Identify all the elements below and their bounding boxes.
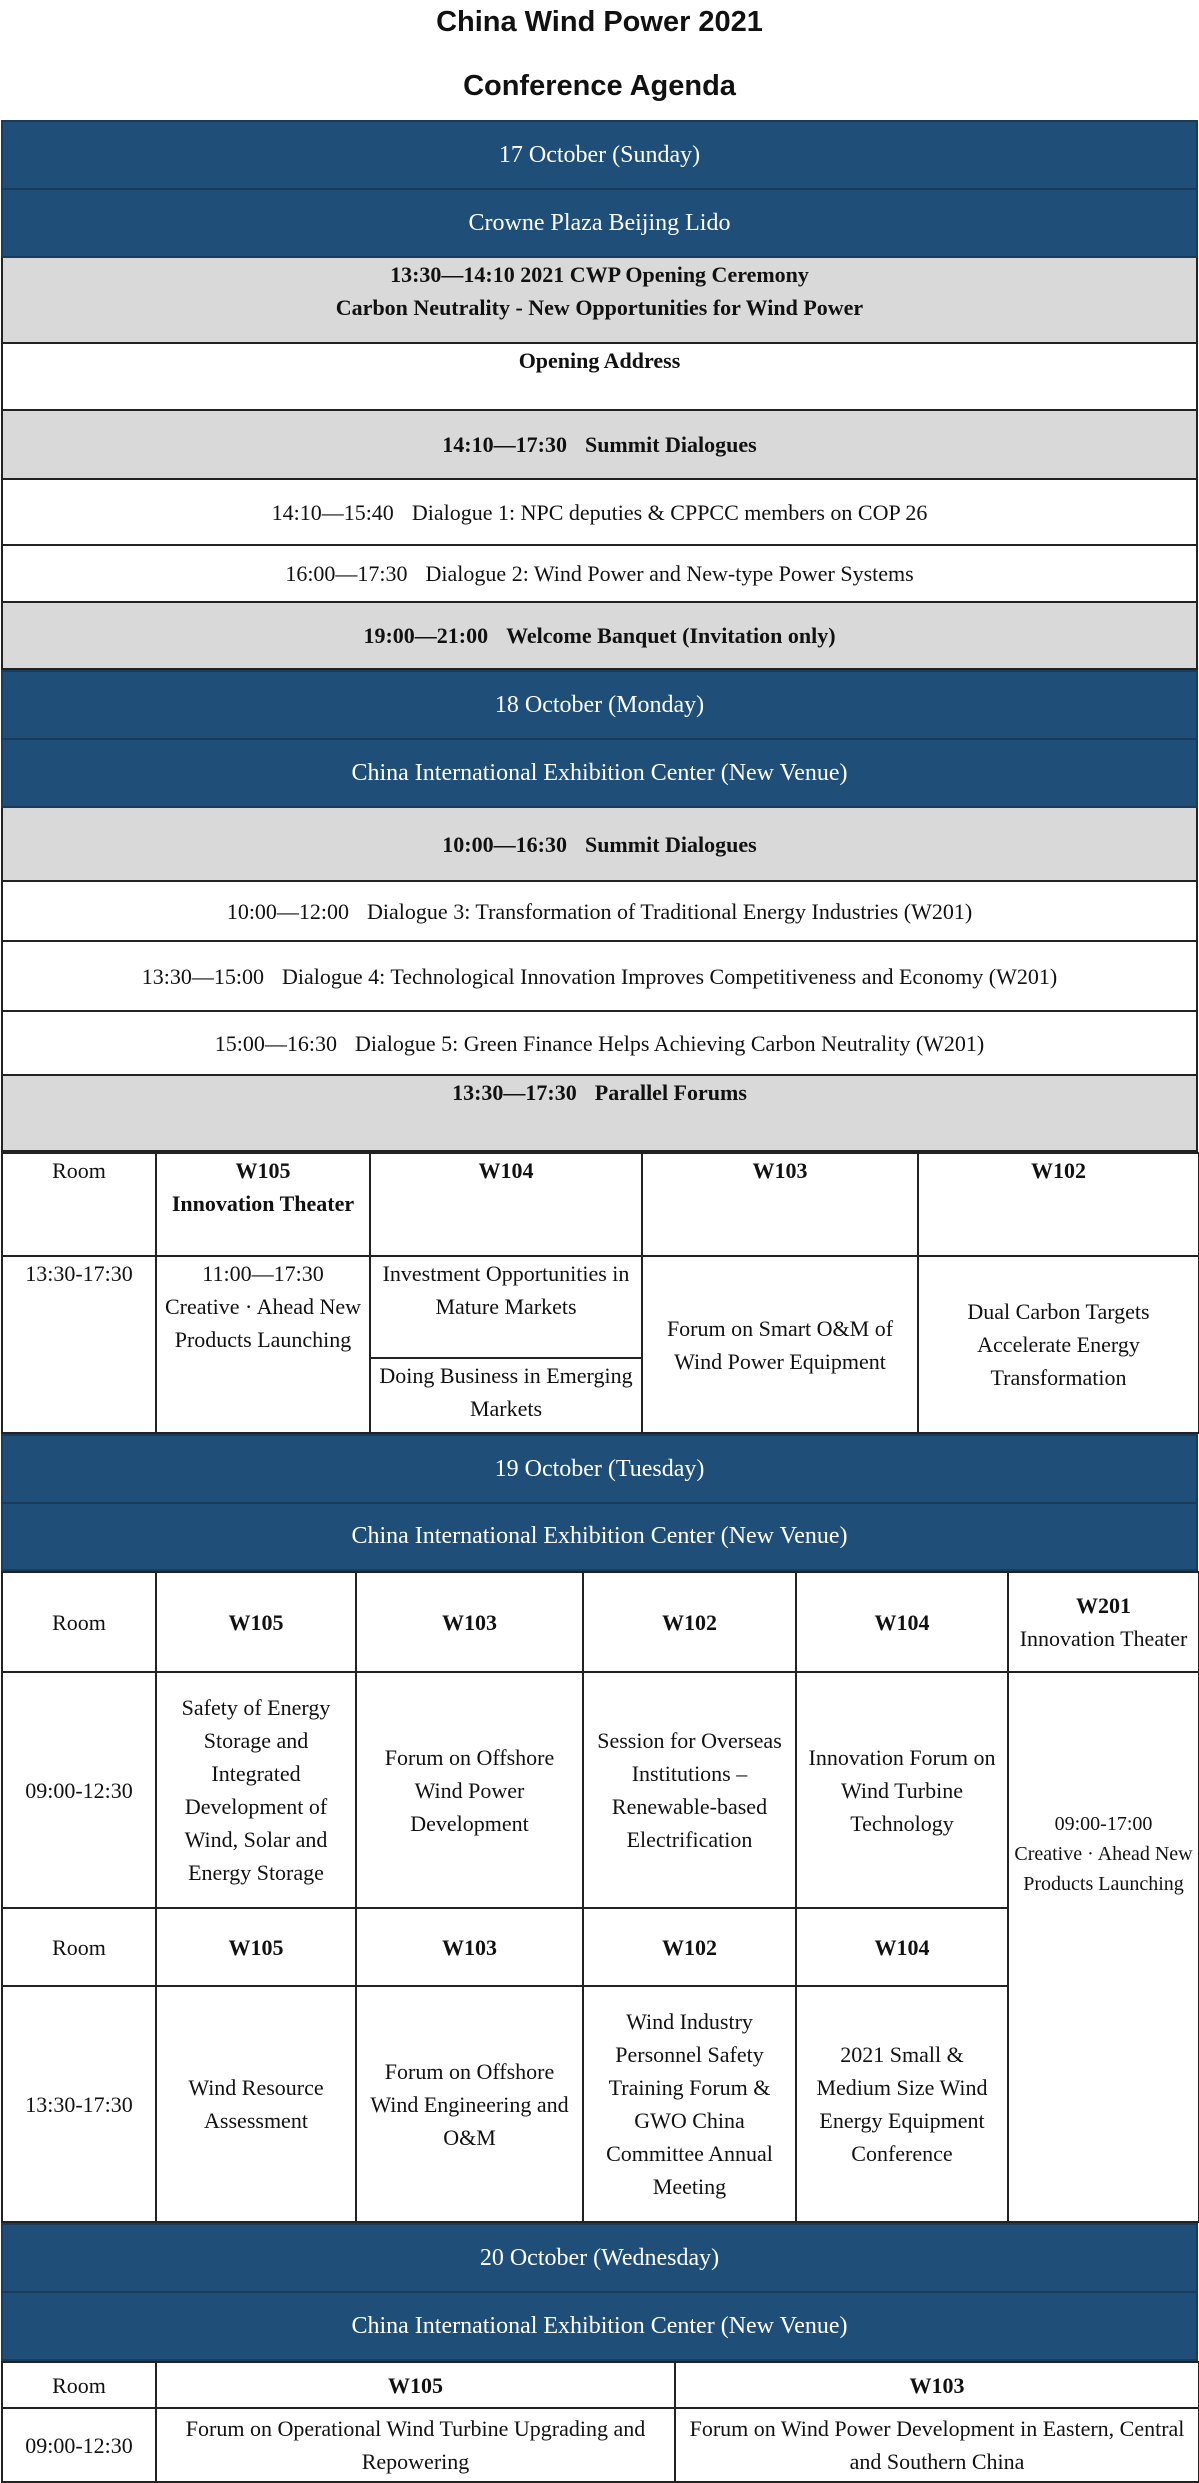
room-label: Room <box>2 1153 156 1256</box>
room-w201: W201 Innovation Theater <box>1008 1572 1199 1672</box>
day1-venue: Crowne Plaza Beijing Lido <box>2 189 1197 257</box>
afternoon-time: 13:30-17:30 <box>2 1986 156 2222</box>
dialogue-row: 14:10—15:40 Dialogue 1: NPC deputies & CPPCC members on COP 26 <box>2 479 1197 545</box>
day4-date: 20 October (Wednesday) <box>2 2224 1197 2292</box>
day1-table <box>1 120 1198 670</box>
session-w105: 11:00—17:30 Creative · Ahead New Products Launching <box>156 1256 370 1433</box>
ceremony-theme: Carbon Neutrality - New Opportunities for Wind Power <box>335 295 864 320</box>
session-w104-b: Doing Business in Emerging Markets <box>370 1358 642 1433</box>
session-w102: Dual Carbon Targets Accelerate Energy Transformation <box>918 1256 1199 1433</box>
session: Forum on Offshore Wind Power Development <box>356 1672 583 1908</box>
page-subtitle: Conference Agenda <box>463 70 736 102</box>
banquet-row: 19:00—21:00 Welcome Banquet (Invitation only) <box>2 602 1197 669</box>
room-w103: W103 <box>642 1153 918 1256</box>
room-w105: W105 <box>156 2362 675 2408</box>
session-w103: Forum on Smart O&M of Wind Power Equipment <box>642 1256 918 1433</box>
room-w105: W105 <box>156 1572 356 1672</box>
session: Wind Industry Personnel Safety Training Forum & GWO China Committee Annual Meeting <box>583 1986 796 2222</box>
day3-venue: China International Exhibition Center (New Venue) <box>2 1503 1197 1570</box>
dialogue-row: 16:00—17:30 Dialogue 2: Wind Power and New-type Power Systems <box>2 545 1197 602</box>
ceremony-title: 13:30—14:10 2021 CWP Opening Ceremony <box>390 262 809 287</box>
parallel-forums-table <box>1 1152 1199 1434</box>
room-w104: W104 <box>370 1153 642 1256</box>
day3-table <box>1 1434 1198 1571</box>
room-w102: W102 <box>583 1572 796 1672</box>
room-w105: W105 Innovation Theater <box>156 1153 370 1256</box>
day2-venue: China International Exhibition Center (New Venue) <box>2 739 1197 807</box>
day2-date: 18 October (Monday) <box>2 671 1197 739</box>
day3-sessions-table <box>1 1571 1199 2223</box>
session: Forum on Operational Wind Turbine Upgrading and Repowering <box>156 2408 675 2482</box>
day4-venue: China International Exhibition Center (New Venue) <box>2 2292 1197 2360</box>
room-label: Room <box>2 1572 156 1672</box>
session: Session for Overseas Institutions – Renewable-based Electrification <box>583 1672 796 1908</box>
room-label: Room <box>2 1908 156 1986</box>
parallel-forums-header: 13:30—17:30 Parallel Forums <box>2 1075 1197 1151</box>
session: 2021 Small & Medium Size Wind Energy Equipment Conference <box>796 1986 1008 2222</box>
session: Safety of Energy Storage and Integrated Development of Wind, Solar and Energy Storage <box>156 1672 356 1908</box>
page-title: China Wind Power 2021 <box>436 6 763 38</box>
dialogue-row: 15:00—16:30 Dialogue 5: Green Finance Helps Achieving Carbon Neutrality (W201) <box>2 1011 1197 1075</box>
room-w103: W103 <box>356 1572 583 1672</box>
day4-sessions-table <box>1 2361 1199 2483</box>
room-label: Room <box>2 2362 156 2408</box>
room-w102: W102 <box>583 1908 796 1986</box>
session: Forum on Offshore Wind Engineering and O&M <box>356 1986 583 2222</box>
day3-date: 19 October (Tuesday) <box>2 1435 1197 1503</box>
day2-table <box>1 670 1198 1152</box>
day4-table <box>1 2223 1198 2361</box>
room-w104: W104 <box>796 1572 1008 1672</box>
room-w103: W103 <box>356 1908 583 1986</box>
room-w104: W104 <box>796 1908 1008 1986</box>
dialogue-row: 10:00—12:00 Dialogue 3: Transformation of Traditional Energy Industries (W201) <box>2 881 1197 941</box>
summit-dialogues-header: 14:10—17:30 Summit Dialogues <box>2 410 1197 479</box>
dialogue-row: 13:30—15:00 Dialogue 4: Technological Innovation Improves Competitiveness and Economy (W201) <box>2 941 1197 1011</box>
session-w104-a: Investment Opportunities in Mature Markets <box>370 1256 642 1358</box>
day1-date: 17 October (Sunday) <box>2 121 1197 189</box>
room-w103: W103 <box>675 2362 1199 2408</box>
session-w201: 09:00-17:00 Creative · Ahead New Products Launching <box>1008 1672 1199 2222</box>
session: Innovation Forum on Wind Turbine Technology <box>796 1672 1008 1908</box>
session: Wind Resource Assessment <box>156 1986 356 2222</box>
slot-time: 09:00-12:30 <box>2 2408 156 2482</box>
slot-time: 13:30-17:30 <box>2 1256 156 1433</box>
room-w105: W105 <box>156 1908 356 1986</box>
morning-time: 09:00-12:30 <box>2 1672 156 1908</box>
opening-ceremony <box>2 257 1197 343</box>
room-w102: W102 <box>918 1153 1199 1256</box>
session: Forum on Wind Power Development in Eastern, Central and Southern China <box>675 2408 1199 2482</box>
opening-address: Opening Address <box>2 343 1197 410</box>
summit-dialogues-header: 10:00—16:30 Summit Dialogues <box>2 807 1197 881</box>
